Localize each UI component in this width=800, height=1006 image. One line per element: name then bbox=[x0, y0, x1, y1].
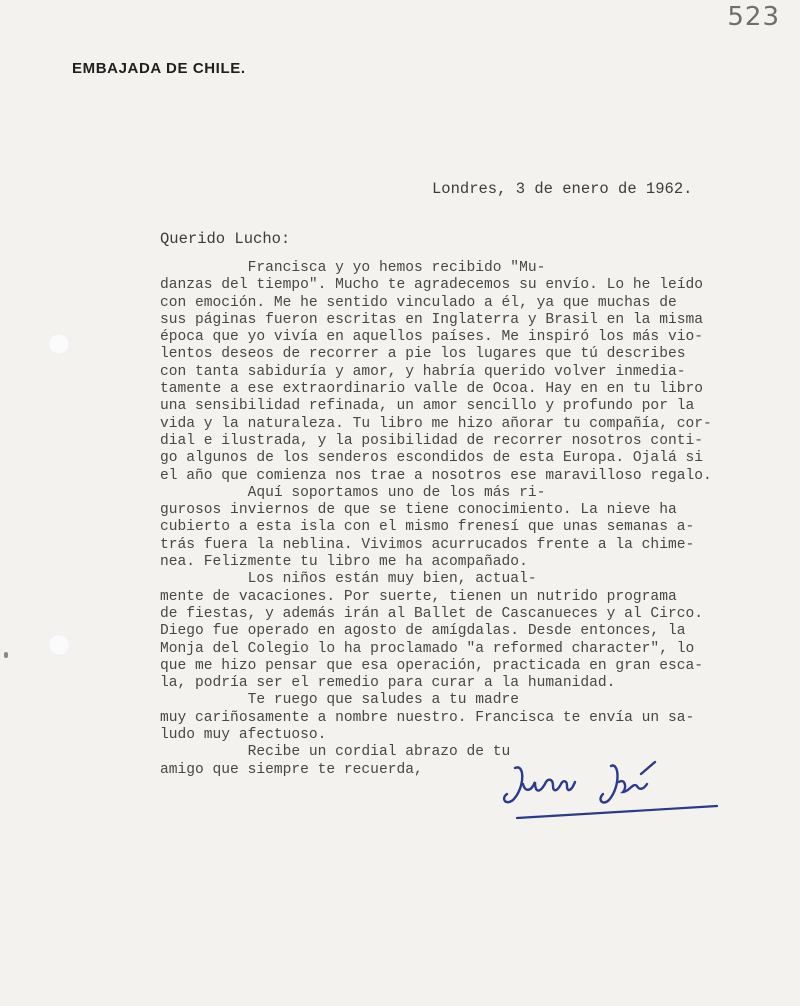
body-line: Diego fue operado en agosto de amígdalas. Desde entonces, la bbox=[160, 623, 686, 640]
punch-hole-top bbox=[48, 333, 70, 355]
letter-body bbox=[160, 260, 770, 779]
body-line: vida y la naturaleza. Tu libro me hizo añorar tu compañía, cor- bbox=[160, 415, 712, 432]
punch-hole-bottom bbox=[48, 634, 70, 656]
body-line: gurosos inviernos de que se tiene conocimiento. La nieve ha bbox=[160, 502, 677, 519]
body-line: lentos deseos de recorrer a pie los lugares que tú describes bbox=[160, 346, 686, 363]
body-line: una sensibilidad refinada, un amor sencillo y profundo por la bbox=[160, 398, 695, 415]
body-line: Te ruego que saludes a tu madre bbox=[160, 692, 520, 709]
body-line: muy cariñosamente a nombre nuestro. Francisca te envía un sa- bbox=[160, 709, 695, 726]
body-line: época que yo vivía en aquellos países. Me inspiró los más vio- bbox=[160, 329, 703, 346]
edge-mark bbox=[4, 652, 8, 658]
body-line: con tanta sabiduría y amor, y habría querido volver inmedia- bbox=[160, 363, 686, 380]
salutation: Querido Lucho: bbox=[160, 230, 291, 248]
body-line: Recibe un cordial abrazo de tu bbox=[160, 744, 511, 761]
body-line: mente de vacaciones. Por suerte, tienen un nutrido programa bbox=[160, 588, 677, 605]
body-line: el año que comienza nos trae a nosotros ese maravilloso regalo. bbox=[160, 467, 712, 484]
body-line: amigo que siempre te recuerda, bbox=[160, 761, 423, 778]
body-line: danzas del tiempo". Mucho te agradecemos su envío. Lo he leído bbox=[160, 277, 703, 294]
body-line: de fiestas, y además irán al Ballet de Cascanueces y al Circo. bbox=[160, 605, 703, 622]
letter-date: Londres, 3 de enero de 1962. bbox=[432, 180, 693, 198]
body-line: Monja del Colegio lo ha proclamado "a reformed character", lo bbox=[160, 640, 695, 657]
body-line: go algunos de los senderos escondidos de esta Europa. Ojalá si bbox=[160, 450, 703, 467]
body-line: nea. Felizmente tu libro me ha acompañado. bbox=[160, 554, 528, 571]
body-line: dial e ilustrada, y la posibilidad de recorrer nosotros conti- bbox=[160, 432, 703, 449]
body-line: que me hizo pensar que esa operación, practicada en gran esca- bbox=[160, 657, 703, 674]
archive-number: 523 bbox=[727, 2, 780, 32]
letterhead: EMBAJADA DE CHILE. bbox=[72, 60, 246, 77]
body-line: ludo muy afectuoso. bbox=[160, 727, 327, 744]
body-line: Francisca y yo hemos recibido "Mu- bbox=[160, 260, 546, 276]
handwritten-signature bbox=[495, 748, 725, 828]
body-line: con emoción. Me he sentido vinculado a él, ya que muchas de bbox=[160, 294, 677, 311]
body-line: Aquí soportamos uno de los más ri- bbox=[160, 484, 546, 501]
body-line: Los niños están muy bien, actual- bbox=[160, 571, 537, 588]
body-line: sus páginas fueron escritas en Inglaterra y Brasil en la misma bbox=[160, 311, 703, 328]
body-line: trás fuera la neblina. Vivimos acurrucados frente a la chime- bbox=[160, 536, 695, 553]
body-line: cubierto a esta isla con el mismo frenesí que unas semanas a- bbox=[160, 519, 695, 536]
body-line: tamente a ese extraordinario valle de Ocoa. Hay en en tu libro bbox=[160, 381, 703, 398]
body-line: la, podría ser el remedio para curar a la humanidad. bbox=[160, 675, 616, 692]
